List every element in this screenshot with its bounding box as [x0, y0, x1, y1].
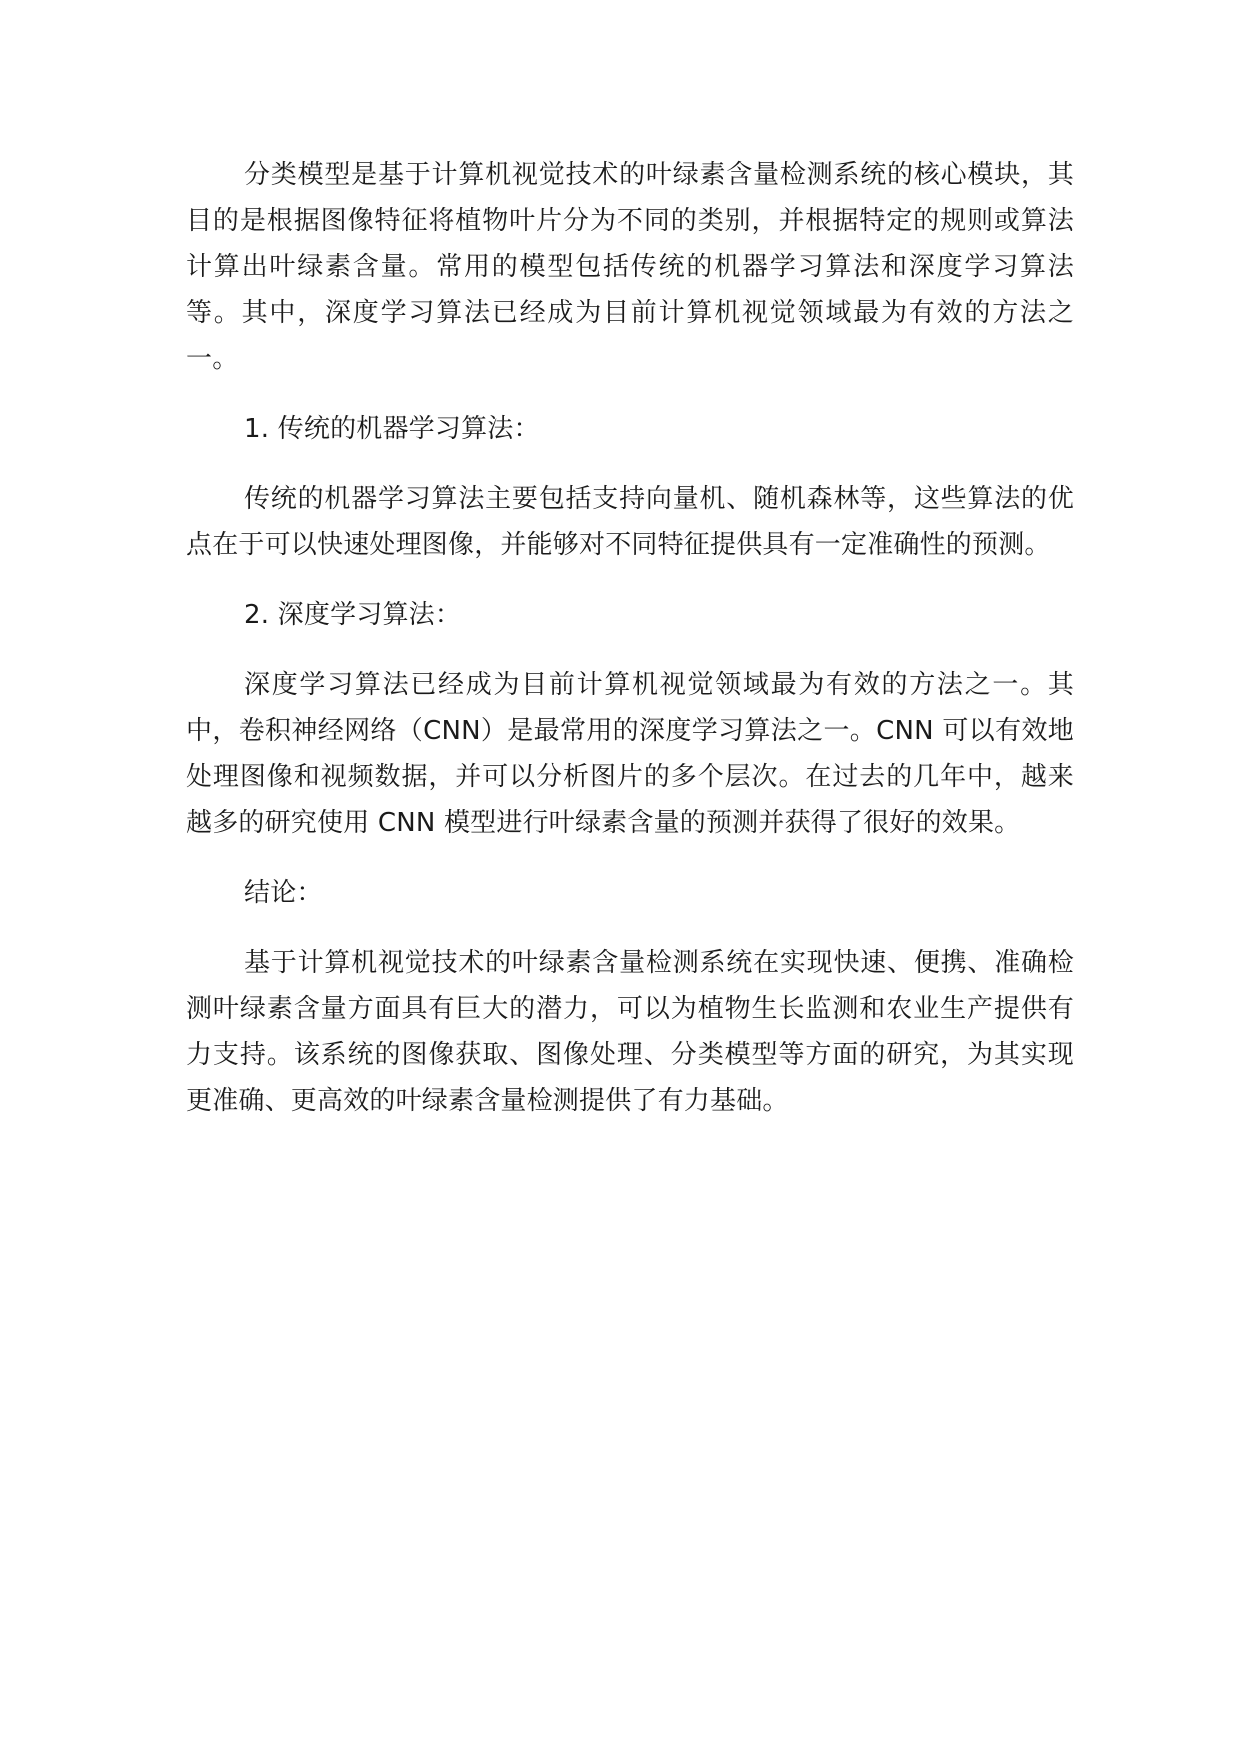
heading-conclusion: 结论：	[244, 878, 323, 908]
document-body	[186, 152, 1074, 1124]
heading-deep-learning: 2. 深度学习算法：	[244, 600, 462, 630]
paragraph-spacer	[186, 568, 1074, 592]
paragraph-classification-model: 分类模型是基于计算机视觉技术的叶绿素含量检测系统的核心模块，其目的是根据图像特征将植物叶片分为不同的类别，并根据特定的规则或算法计算出叶绿素含量。常用的模型包括传统的机器学习算法和深度学习算法等。其中，深度学习算法已经成为目前计算机视觉领域最为有效的方法之一。	[186, 160, 1074, 374]
paragraph-deep-learning: 深度学习算法已经成为目前计算机视觉领域最为有效的方法之一。其中，卷积神经网络（CNN）是最常用的深度学习算法之一。CNN 可以有效地处理图像和视频数据，并可以分析图片的多个层次。在过去的几年中，越来越多的研究使用 CNN 模型进行叶绿素含量的预测并获得了很好的效果。	[186, 670, 1074, 838]
paragraph-spacer	[186, 916, 1074, 940]
paragraph-spacer	[186, 382, 1074, 406]
paragraph-traditional-ml: 传统的机器学习算法主要包括支持向量机、随机森林等，这些算法的优点在于可以快速处理图像，并能够对不同特征提供具有一定准确性的预测。	[186, 484, 1074, 560]
paragraph-conclusion: 基于计算机视觉技术的叶绿素含量检测系统在实现快速、便携、准确检测叶绿素含量方面具有巨大的潜力，可以为植物生长监测和农业生产提供有力支持。该系统的图像获取、图像处理、分类模型等方面的研究，为其实现更准确、更高效的叶绿素含量检测提供了有力基础。	[186, 948, 1074, 1116]
paragraph-spacer	[186, 638, 1074, 662]
heading-traditional-ml: 1. 传统的机器学习算法：	[244, 414, 540, 444]
paragraph-spacer	[186, 452, 1074, 476]
paragraph-spacer	[186, 846, 1074, 870]
